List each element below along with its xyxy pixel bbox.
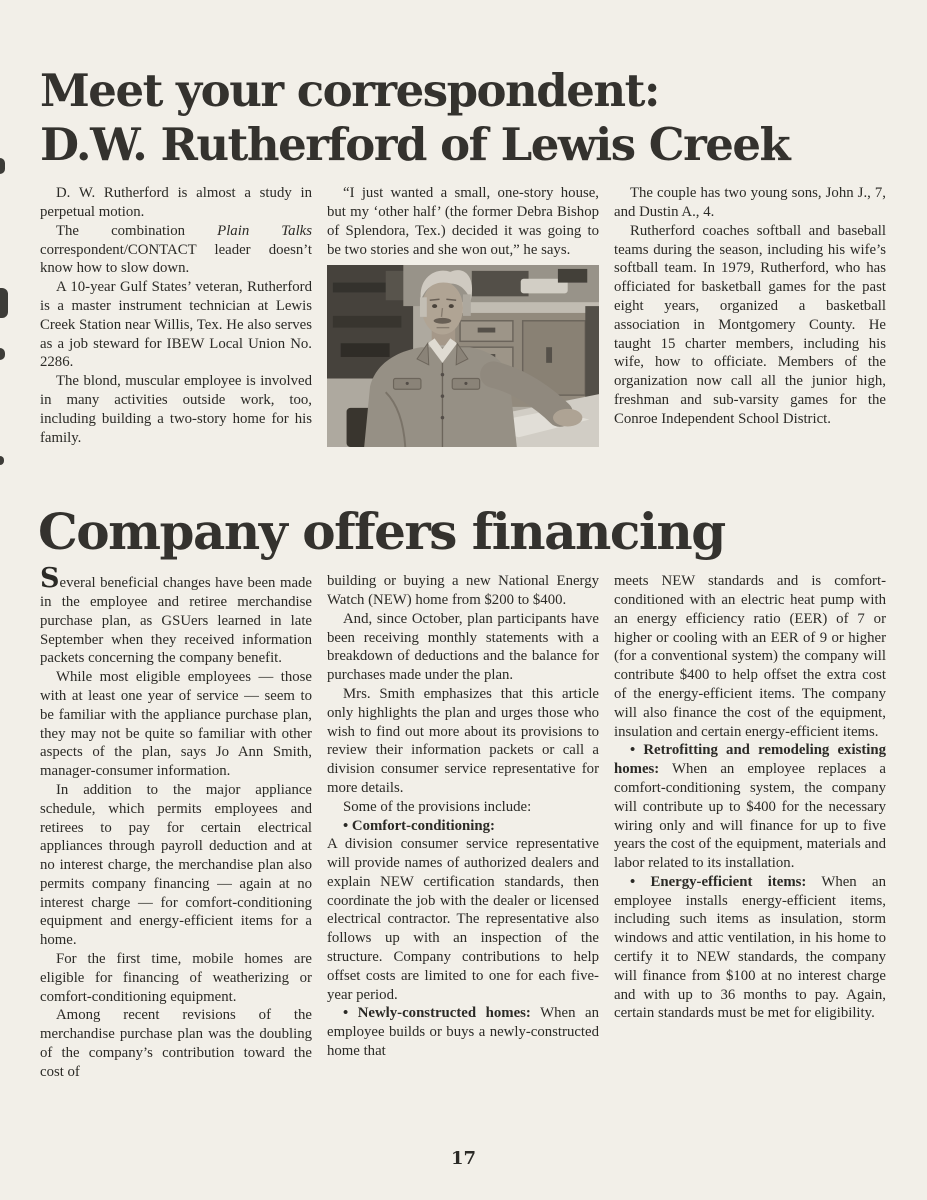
paragraph <box>614 572 886 741</box>
text-run: When an employee replaces a comfort-conditioning system, the company will contribute up to $400 for the necessary wiring only and will finance for up to five years the cost of the equipment, materials and labor related to its installation. <box>614 761 886 872</box>
article1-column-2-text <box>327 184 599 259</box>
paragraph <box>614 873 886 1023</box>
text-run: When an employee builds or buys a newly-constructed home that <box>327 1005 599 1060</box>
article2-body <box>40 563 887 1082</box>
scan-artifact <box>0 158 5 174</box>
text-run: While most eligible employees — those with at least one year of service — seem to be familiar with the appliance purchase plan, they may not be quite so familiar with other aspects of the plan, says Jo Ann Smith, manager-consumer information. <box>40 669 312 780</box>
text-run: building or buying a new National Energy Watch (NEW) home from $200 to $400. <box>327 573 599 608</box>
text-run: Several beneficial changes have been made in the employee and retiree merchandise purchase plan, as GSUers learned in late September when they received information packets concerning the company benefit. <box>40 563 312 667</box>
paragraph <box>40 184 312 222</box>
paragraph <box>327 184 599 259</box>
article1-headline-line2: D.W. Rutherford of Lewis Creek <box>40 118 790 172</box>
text-run: For the first time, mobile homes are eligible for financing of weatherizing or comfort-conditioning equipment. <box>40 951 312 1005</box>
article1-column-3 <box>614 184 886 428</box>
article1-column-2 <box>327 184 599 448</box>
text-run: A 10-year Gulf States’ veteran, Rutherford is a master instrument technician at Lewis Creek Station near Willis, Tex. He also serves as a job steward for IBEW Local Union No. 2286. <box>40 279 312 371</box>
paragraph <box>327 1004 599 1060</box>
article1-body <box>40 184 887 500</box>
text-run: Among recent revisions of the merchandise purchase plan was the doubling of the company’s contribution toward the cost of <box>40 1007 312 1080</box>
article2-headline: Company offers financing <box>38 502 725 562</box>
text-run: • Energy-efficient items: <box>630 873 807 890</box>
paragraph <box>614 741 886 873</box>
text-run: • Comfort-conditioning: <box>343 817 495 834</box>
paragraph <box>327 610 599 685</box>
paragraph <box>327 798 599 817</box>
text-run: A division consumer service representative will provide names of authorized dealers and explain NEW certification standards, then coordinate the job with the dealer or licensed electrical contractor. The representative also follows up with an inspection of the structure. Company contributions to help offset costs are limited to one for each five-year period. <box>327 836 599 1003</box>
scan-artifact <box>0 456 4 465</box>
article2-column-1 <box>40 563 312 1082</box>
rutherford-photo <box>327 264 599 448</box>
text-run: D. W. Rutherford is almost a study in perpetual motion. <box>40 185 312 220</box>
paragraph <box>40 668 312 781</box>
article1-column-1 <box>40 184 312 447</box>
text-run: meets NEW standards and is comfort-conditioned with an electric heat pump with an energy efficiency ratio (EER) of 7 or higher or cooling with an EER of 9 or higher (for a conventional system) the company will contribute $400 to help offset the extra cost of the energy-efficient items. The company will also finance the cost of the equipment, insulation and certain energy-efficient items. <box>614 573 886 740</box>
article1-headline <box>40 64 887 172</box>
rutherford-photo-illustration <box>327 264 599 448</box>
text-run: “I just wanted a small, one-story house, but my ‘other half’ (the former Debra Bishop of Splendora, Tex.) decided it was going to be two stories and she won out,” he says. <box>327 185 599 258</box>
paragraph <box>614 222 886 429</box>
text-run: The blond, muscular employee is involved in many activities outside work, too, including building a two-story home for his family. <box>40 373 312 446</box>
text-run: Some of the provisions include: <box>343 798 532 815</box>
text-run: • Retrofitting and remodeling existing homes: <box>614 742 886 778</box>
text-run: In addition to the major appliance schedule, which permits employees and retirees to pay for certain electrical appliances through payroll deduction and at no interest charge, the merchandise plan also permits company financing — again at no interest charge — for comfort-conditioning equipment and energy-efficient items for a home. <box>40 781 312 949</box>
text-run: • Newly-constructed homes: <box>343 1005 531 1022</box>
paragraph <box>40 222 312 278</box>
paragraph <box>40 1006 312 1081</box>
text-run: Mrs. Smith emphasizes that this article only highlights the plan and urges those who wish to find out more about its provisions to review their information packets or call a division consumer service representative for more details. <box>327 685 599 796</box>
paragraph <box>327 685 599 798</box>
paragraph <box>40 781 312 950</box>
scan-artifact <box>0 348 5 360</box>
scan-artifact <box>0 288 8 318</box>
paragraph <box>614 184 886 222</box>
article1-headline-line1: Meet your correspondent: <box>40 64 659 118</box>
page-number: 17 <box>450 1148 477 1169</box>
page-content <box>40 34 887 1082</box>
paragraph <box>40 950 312 1006</box>
paragraph <box>40 278 312 372</box>
paragraph <box>40 372 312 447</box>
paragraph <box>40 563 312 668</box>
paragraph <box>327 817 599 836</box>
article2-column-3 <box>614 572 886 1023</box>
article2-column-2 <box>327 572 599 1061</box>
text-run: And, since October, plan participants have been receiving monthly statements with a breakdown of deductions and the balance for purchases made under the plan. <box>327 610 599 684</box>
text-run: Rutherford coaches softball and baseball teams during the season, including his wife’s softball team. In 1979, Rutherford, who has officiated for basketball games for the past eight years, organized a basketball association in Montgomery County. He taught 15 charter members, including his wife, how to officiate. Members of the organization now call all the junior high, freshman and sub-varsity games for the Conroe Independent School District. <box>614 222 886 427</box>
paragraph <box>327 572 599 610</box>
text-run: Plain Talks <box>217 222 313 239</box>
text-run: When an employee installs energy-efficient items, including such items as insulation, storm windows and attic ventilation, in his home to certify it to NEW standards, the company will finance from $100 at no interest charge and with up to 36 months to pay. Again, certain standards must be met for eligibility. <box>614 873 886 1022</box>
text-run: The couple has two young sons, John J., 7, and Dustin A., 4. <box>614 185 886 220</box>
paragraph <box>327 835 599 1004</box>
text-run: The combination <box>56 222 218 239</box>
initial-capital: S <box>40 563 60 595</box>
text-run: correspondent/CONTACT leader doesn’t know how to slow down. <box>40 241 312 277</box>
